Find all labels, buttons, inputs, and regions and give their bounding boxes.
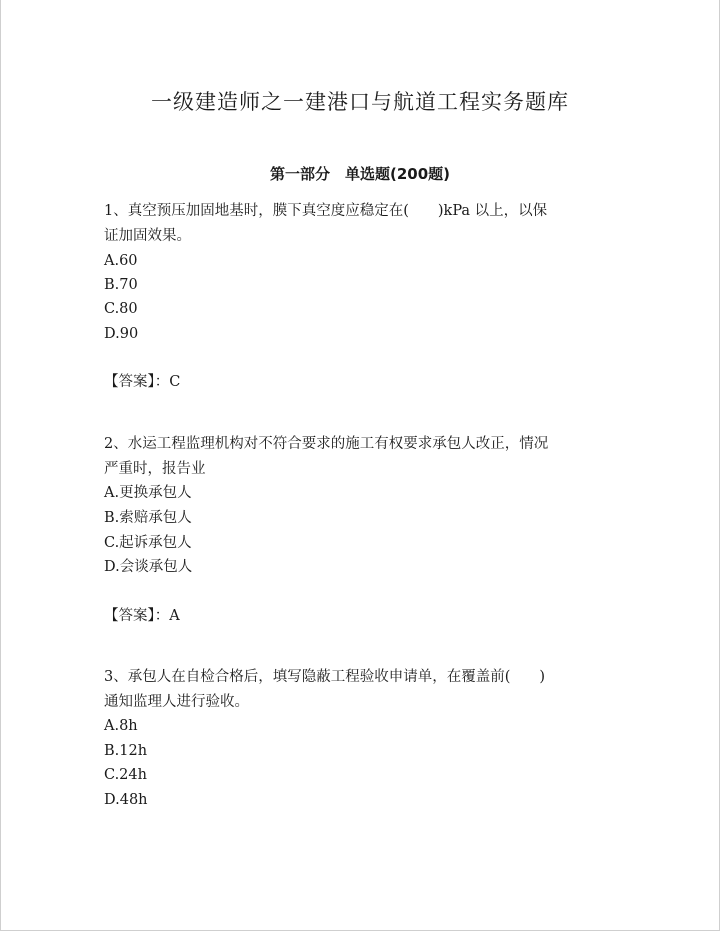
question-1-option-c: C.80 — [104, 301, 138, 317]
question-3-option-b: B.12h — [104, 743, 148, 759]
question-3-option-d: D.48h — [104, 792, 148, 808]
question-1-option-b: B.70 — [104, 277, 138, 293]
question-2-answer: 【答案】：A — [104, 608, 180, 624]
question-1-answer: 【答案】：C — [104, 374, 181, 390]
question-2-option-d: D.会谈承包人 — [104, 559, 193, 575]
question-3-option-a: A.8h — [104, 718, 138, 734]
question-2-stem-line-2: 严重时，报告业 — [104, 461, 206, 477]
question-2-stem-line-1: 2、水运工程监理机构对不符合要求的施工有权要求承包人改正，情况 — [104, 436, 549, 452]
question-3-stem-line-1: 3、承包人在自检合格后，填写隐蔽工程验收申请单，在覆盖前( ) — [104, 669, 546, 685]
question-1-option-a: A.60 — [104, 253, 138, 269]
question-1-stem-line-1: 1、真空预压加固地基时，膜下真空度应稳定在( )kPa 以上，以保 — [104, 203, 548, 219]
question-2-option-c: C.起诉承包人 — [104, 535, 192, 551]
question-2-option-b: B.索赔承包人 — [104, 510, 192, 526]
question-1-option-d: D.90 — [104, 326, 139, 342]
question-1-stem-line-2: 证加固效果。 — [104, 228, 191, 244]
section-title: 第一部分 单选题(200题) — [269, 165, 451, 183]
question-3-stem-line-2: 通知监理人进行验收。 — [104, 694, 249, 710]
document-title: 一级建造师之一建港口与航道工程实务题库 — [151, 90, 569, 114]
question-2-option-a: A.更换承包人 — [104, 485, 192, 501]
question-3-option-c: C.24h — [104, 767, 147, 783]
